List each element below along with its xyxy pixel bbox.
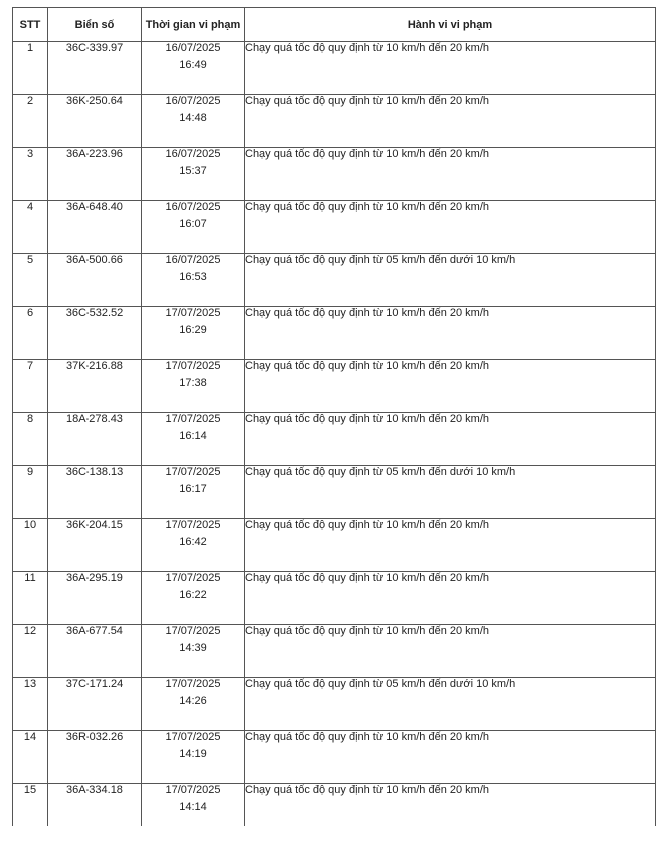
table-row: [13, 466, 656, 519]
cell-stt: 8: [13, 413, 48, 466]
cell-stt: 14: [13, 731, 48, 784]
cell-thoi-gian: [142, 360, 245, 413]
cell-thoi-gian: [142, 254, 245, 307]
cell-thoi-gian: [142, 784, 245, 827]
violation-date: 17/07/2025: [165, 519, 221, 531]
cell-thoi-gian: [142, 625, 245, 678]
cell-stt: 5: [13, 254, 48, 307]
cell-stt: 4: [13, 201, 48, 254]
cell-bien-so: 36A-223.96: [48, 148, 142, 201]
table-row: [13, 307, 656, 360]
cell-hanh-vi: Chạy quá tốc độ quy định từ 10 km/h đến 20 km/h: [245, 784, 656, 827]
cell-stt: 7: [13, 360, 48, 413]
cell-stt: 6: [13, 307, 48, 360]
violation-date: 16/07/2025: [165, 201, 221, 213]
cell-stt: 13: [13, 678, 48, 731]
table-row: [13, 519, 656, 572]
cell-bien-so: 36C-339.97: [48, 42, 142, 95]
violation-time: 16:49: [179, 59, 207, 71]
cell-bien-so: 36A-500.66: [48, 254, 142, 307]
header-bien-so: Biển số: [48, 8, 142, 42]
table-row: [13, 625, 656, 678]
cell-bien-so: 36K-250.64: [48, 95, 142, 148]
violation-date: 17/07/2025: [165, 413, 221, 425]
cell-bien-so: 36A-648.40: [48, 201, 142, 254]
cell-bien-so: 36A-677.54: [48, 625, 142, 678]
violation-time: 16:53: [179, 271, 207, 283]
violation-date: 16/07/2025: [165, 95, 221, 107]
header-hanh-vi: Hành vi vi phạm: [245, 8, 656, 42]
cell-hanh-vi: Chạy quá tốc độ quy định từ 10 km/h đến 20 km/h: [245, 148, 656, 201]
cell-thoi-gian: [142, 466, 245, 519]
cell-hanh-vi: Chạy quá tốc độ quy định từ 10 km/h đến 20 km/h: [245, 360, 656, 413]
violation-time: 17:38: [179, 377, 207, 389]
cell-thoi-gian: [142, 307, 245, 360]
cell-stt: 12: [13, 625, 48, 678]
cell-bien-so: 37C-171.24: [48, 678, 142, 731]
violation-date: 16/07/2025: [165, 42, 221, 54]
cell-hanh-vi: Chạy quá tốc độ quy định từ 10 km/h đến 20 km/h: [245, 413, 656, 466]
cell-bien-so: 36C-138.13: [48, 466, 142, 519]
cell-thoi-gian: [142, 519, 245, 572]
violation-date: 17/07/2025: [165, 731, 221, 743]
violation-date: 17/07/2025: [165, 678, 221, 690]
table-row: [13, 572, 656, 625]
cell-hanh-vi: Chạy quá tốc độ quy định từ 10 km/h đến 20 km/h: [245, 625, 656, 678]
cell-hanh-vi: Chạy quá tốc độ quy định từ 10 km/h đến 20 km/h: [245, 307, 656, 360]
cell-thoi-gian: [142, 95, 245, 148]
table-row: [13, 254, 656, 307]
cell-hanh-vi: Chạy quá tốc độ quy định từ 05 km/h đến dưới 10 km/h: [245, 254, 656, 307]
violation-time: 14:26: [179, 695, 207, 707]
violation-time: 16:07: [179, 218, 207, 230]
cell-thoi-gian: [142, 148, 245, 201]
cell-thoi-gian: [142, 413, 245, 466]
cell-stt: 3: [13, 148, 48, 201]
violation-time: 14:19: [179, 748, 207, 760]
cell-bien-so: 36R-032.26: [48, 731, 142, 784]
violations-table: [12, 7, 656, 826]
table-header-row: [13, 8, 656, 42]
table-row: [13, 413, 656, 466]
cell-thoi-gian: [142, 42, 245, 95]
header-stt: STT: [13, 8, 48, 42]
violation-time: 15:37: [179, 165, 207, 177]
cell-hanh-vi: Chạy quá tốc độ quy định từ 05 km/h đến dưới 10 km/h: [245, 466, 656, 519]
table-row: [13, 360, 656, 413]
cell-hanh-vi: Chạy quá tốc độ quy định từ 10 km/h đến 20 km/h: [245, 201, 656, 254]
cell-hanh-vi: Chạy quá tốc độ quy định từ 10 km/h đến 20 km/h: [245, 42, 656, 95]
table-row: [13, 201, 656, 254]
table-row: [13, 42, 656, 95]
cell-hanh-vi: Chạy quá tốc độ quy định từ 10 km/h đến 20 km/h: [245, 519, 656, 572]
violation-time: 14:48: [179, 112, 207, 124]
violation-date: 16/07/2025: [165, 254, 221, 266]
cell-hanh-vi: Chạy quá tốc độ quy định từ 10 km/h đến 20 km/h: [245, 95, 656, 148]
violation-time: 16:17: [179, 483, 207, 495]
violation-time: 14:39: [179, 642, 207, 654]
violation-date: 17/07/2025: [165, 625, 221, 637]
cell-thoi-gian: [142, 572, 245, 625]
cell-stt: 9: [13, 466, 48, 519]
table-row: [13, 95, 656, 148]
cell-bien-so: 36A-295.19: [48, 572, 142, 625]
cell-thoi-gian: [142, 731, 245, 784]
cell-bien-so: 18A-278.43: [48, 413, 142, 466]
violation-time: 16:22: [179, 589, 207, 601]
table-row: [13, 784, 656, 827]
violation-date: 17/07/2025: [165, 307, 221, 319]
violation-time: 16:14: [179, 430, 207, 442]
cell-hanh-vi: Chạy quá tốc độ quy định từ 05 km/h đến dưới 10 km/h: [245, 678, 656, 731]
cell-bien-so: 37K-216.88: [48, 360, 142, 413]
table-row: [13, 731, 656, 784]
table-body: [13, 42, 656, 827]
violation-time: 14:14: [179, 801, 207, 813]
cell-stt: 15: [13, 784, 48, 827]
violation-date: 17/07/2025: [165, 360, 221, 372]
violation-time: 16:29: [179, 324, 207, 336]
violation-date: 17/07/2025: [165, 572, 221, 584]
violation-date: 17/07/2025: [165, 466, 221, 478]
cell-thoi-gian: [142, 678, 245, 731]
cell-bien-so: 36C-532.52: [48, 307, 142, 360]
cell-hanh-vi: Chạy quá tốc độ quy định từ 10 km/h đến 20 km/h: [245, 731, 656, 784]
cell-stt: 10: [13, 519, 48, 572]
cell-stt: 2: [13, 95, 48, 148]
cell-hanh-vi: Chạy quá tốc độ quy định từ 10 km/h đến 20 km/h: [245, 572, 656, 625]
cell-stt: 11: [13, 572, 48, 625]
table-row: [13, 148, 656, 201]
cell-thoi-gian: [142, 201, 245, 254]
table-row: [13, 678, 656, 731]
violation-time: 16:42: [179, 536, 207, 548]
violation-date: 17/07/2025: [165, 784, 221, 796]
violation-date: 16/07/2025: [165, 148, 221, 160]
header-thoi-gian: Thời gian vi phạm: [142, 8, 245, 42]
cell-bien-so: 36K-204.15: [48, 519, 142, 572]
cell-stt: 1: [13, 42, 48, 95]
cell-bien-so: 36A-334.18: [48, 784, 142, 827]
